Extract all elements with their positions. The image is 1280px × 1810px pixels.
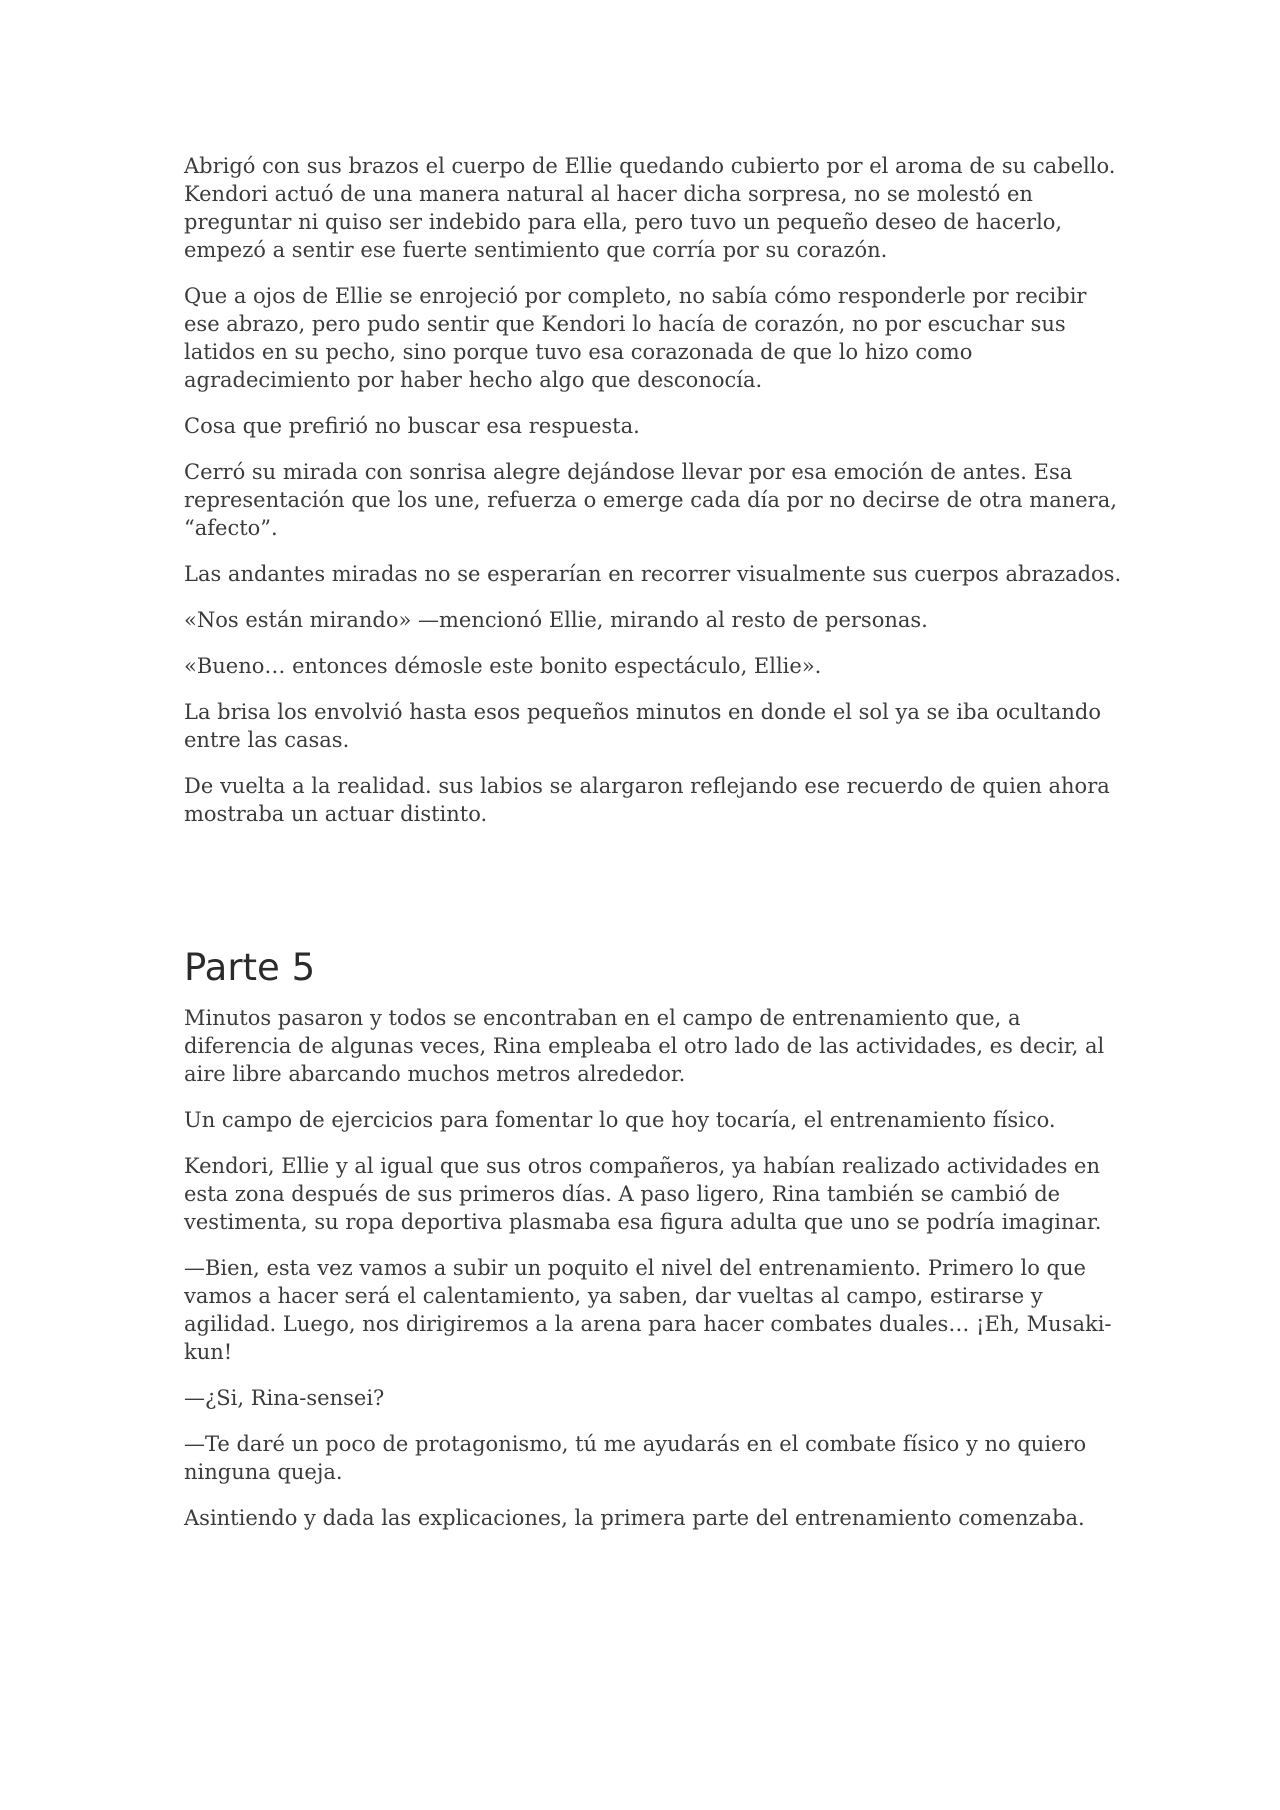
document-page [184, 152, 1124, 1550]
section-1 [184, 152, 1124, 828]
paragraph: Asintiendo y dada las explicaciones, la primera parte del entrenamiento comenzaba. [184, 1506, 1085, 1530]
paragraph: Abrigó con sus brazos el cuerpo de Ellie quedando cubierto por el aroma de su cabello. Kendori actuó de una manera natural al hacer dicha sorpresa, no se molestó en preguntar ni quiso ser indebido para ella, pero tuvo un pequeño deseo de hacerlo, empezó a sentir ese fuerte sentimiento que corría por su corazón. [184, 154, 1116, 262]
paragraph: Kendori, Ellie y al igual que sus otros compañeros, ya habían realizado actividades en esta zona después de sus primeros días. A paso ligero, Rina también se cambió de vestimenta, su ropa deportiva plasmaba esa figura adulta que uno se podría imaginar. [184, 1154, 1102, 1234]
paragraph: Las andantes miradas no se esperarían en recorrer visualmente sus cuerpos abrazados. [184, 562, 1122, 586]
section-2 [184, 1004, 1124, 1532]
paragraph: «Bueno… entonces démosle este bonito espectáculo, Ellie». [184, 654, 822, 678]
paragraph: Que a ojos de Ellie se enrojeció por completo, no sabía cómo responderle por recibir ese abrazo, pero pudo sentir que Kendori lo hacía de corazón, no por escuchar sus latidos en su pecho, sino porque tuvo esa corazonada de que lo hizo como agradecimiento por haber hecho algo que desconocía. [184, 284, 1087, 392]
paragraph: —Bien, esta vez vamos a subir un poquito el nivel del entrenamiento. Primero lo que vamos a hacer será el calentamiento, ya saben, dar vueltas al campo, estirarse y agilidad. Luego, nos dirigiremos a la arena para hacer combates duales… ¡Eh, Musaki-kun! [184, 1256, 1112, 1364]
paragraph: —Te daré un poco de protagonismo, tú me ayudarás en el combate físico y no quiero ninguna queja. [184, 1432, 1087, 1484]
paragraph: Minutos pasaron y todos se encontraban en el campo de entrenamiento que, a diferencia de algunas veces, Rina empleaba el otro lado de las actividades, es decir, al aire libre abarcando muchos metros alrededor. [184, 1006, 1105, 1086]
paragraph: La brisa los envolvió hasta esos pequeños minutos en donde el sol ya se iba ocultando entre las casas. [184, 700, 1101, 752]
paragraph: De vuelta a la realidad. sus labios se alargaron reflejando ese recuerdo de quien ahora mostraba un actuar distinto. [184, 774, 1110, 826]
paragraph: Cerró su mirada con sonrisa alegre dejándose llevar por esa emoción de antes. Esa representación que los une, refuerza o emerge cada día por no decirse de otra manera, “afecto”. [184, 460, 1117, 540]
paragraph: «Nos están mirando» —mencionó Ellie, mirando al resto de personas. [184, 608, 928, 632]
paragraph: —¿Si, Rina-sensei? [184, 1386, 385, 1410]
section-heading: Parte 5 [184, 946, 316, 989]
paragraph: Un campo de ejercicios para fomentar lo que hoy tocaría, el entrenamiento físico. [184, 1108, 1056, 1132]
paragraph: Cosa que prefirió no buscar esa respuesta. [184, 414, 640, 438]
